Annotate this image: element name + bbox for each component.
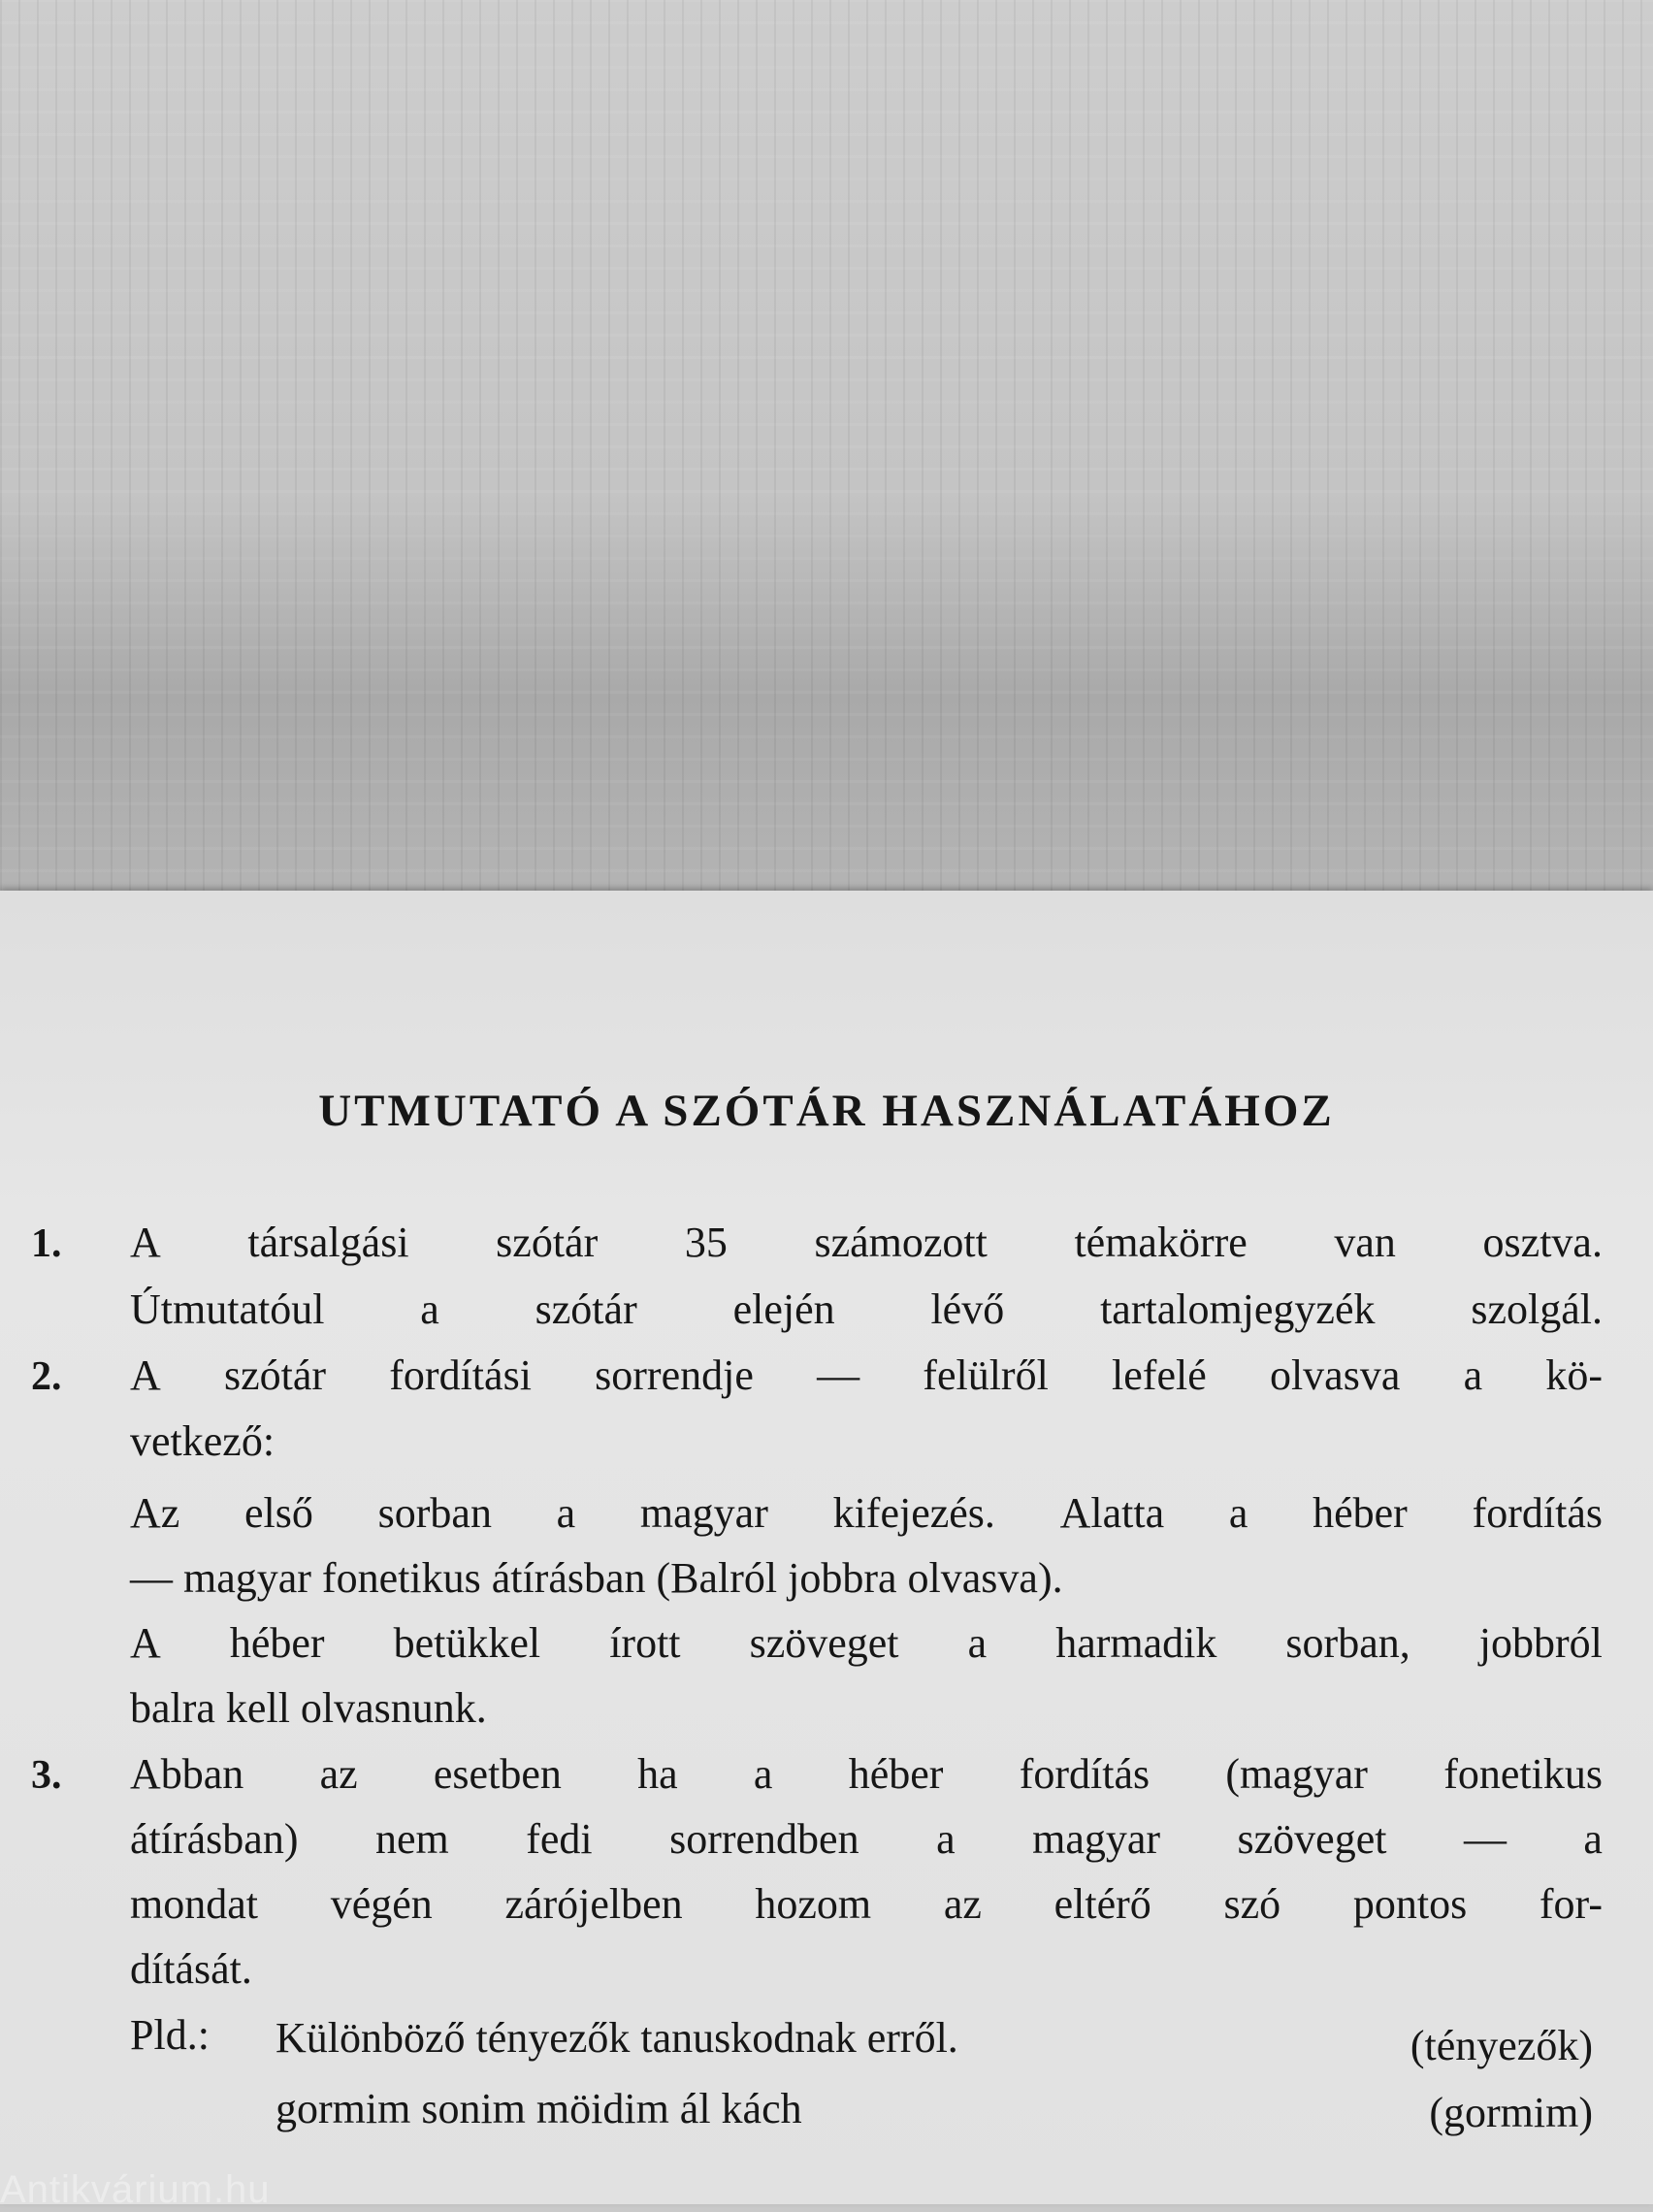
- watermark: Antikvárium.hu: [0, 2168, 271, 2211]
- item-1-line-2: Útmutatóul a szótár elején lévő tartalomjegyzék szolgál.: [130, 1285, 1603, 1333]
- item-number-1: 1.: [31, 1221, 62, 1266]
- example-hungarian: Különböző tényezők tanuskodnak erről.: [276, 2014, 958, 2062]
- item-number-2: 2.: [31, 1354, 62, 1399]
- example-label: Pld.:: [130, 2011, 210, 2059]
- page-title: UTMUTATÓ A SZÓTÁR HASZNÁLATÁHOZ: [318, 1086, 1335, 1136]
- item-number-3: 3.: [31, 1753, 62, 1798]
- item-3-line-3: mondat végén zárójelben hozom az eltérő szó pontos for-: [130, 1880, 1603, 1928]
- item-2-line-3: Az első sorban a magyar kifejezés. Alatta a héber fordítás: [130, 1489, 1603, 1537]
- item-2-line-1: A szótár fordítási sorrendje — felülről lefelé olvasva a kö-: [130, 1351, 1603, 1399]
- item-1-line-1: A társalgási szótár 35 számozott témakörre van osztva.: [130, 1219, 1603, 1266]
- item-3-line-2: átírásban) nem fedi sorrendben a magyar szöveget — a: [130, 1815, 1603, 1863]
- item-2-line-2: vetkező:: [130, 1417, 276, 1465]
- item-2-line-5: A héber betükkel írott szöveget a harmadik sorban, jobbról: [130, 1619, 1603, 1667]
- example-transliteration: gormim sonim möidim ál kách: [276, 2085, 802, 2132]
- example-hungarian-note: (tényezők): [1410, 2022, 1593, 2069]
- example-transliteration-note: (gormim): [1429, 2089, 1593, 2136]
- item-2-line-6: balra kell olvasnunk.: [130, 1684, 487, 1732]
- item-2-line-4: — magyar fonetikus átírásban (Balról jobbra olvasva).: [130, 1554, 1063, 1602]
- item-3-line-1: Abban az esetben ha a héber fordítás (magyar fonetikus: [130, 1750, 1603, 1798]
- item-3-line-4: dítását.: [130, 1945, 252, 1993]
- background-surface: [0, 0, 1653, 895]
